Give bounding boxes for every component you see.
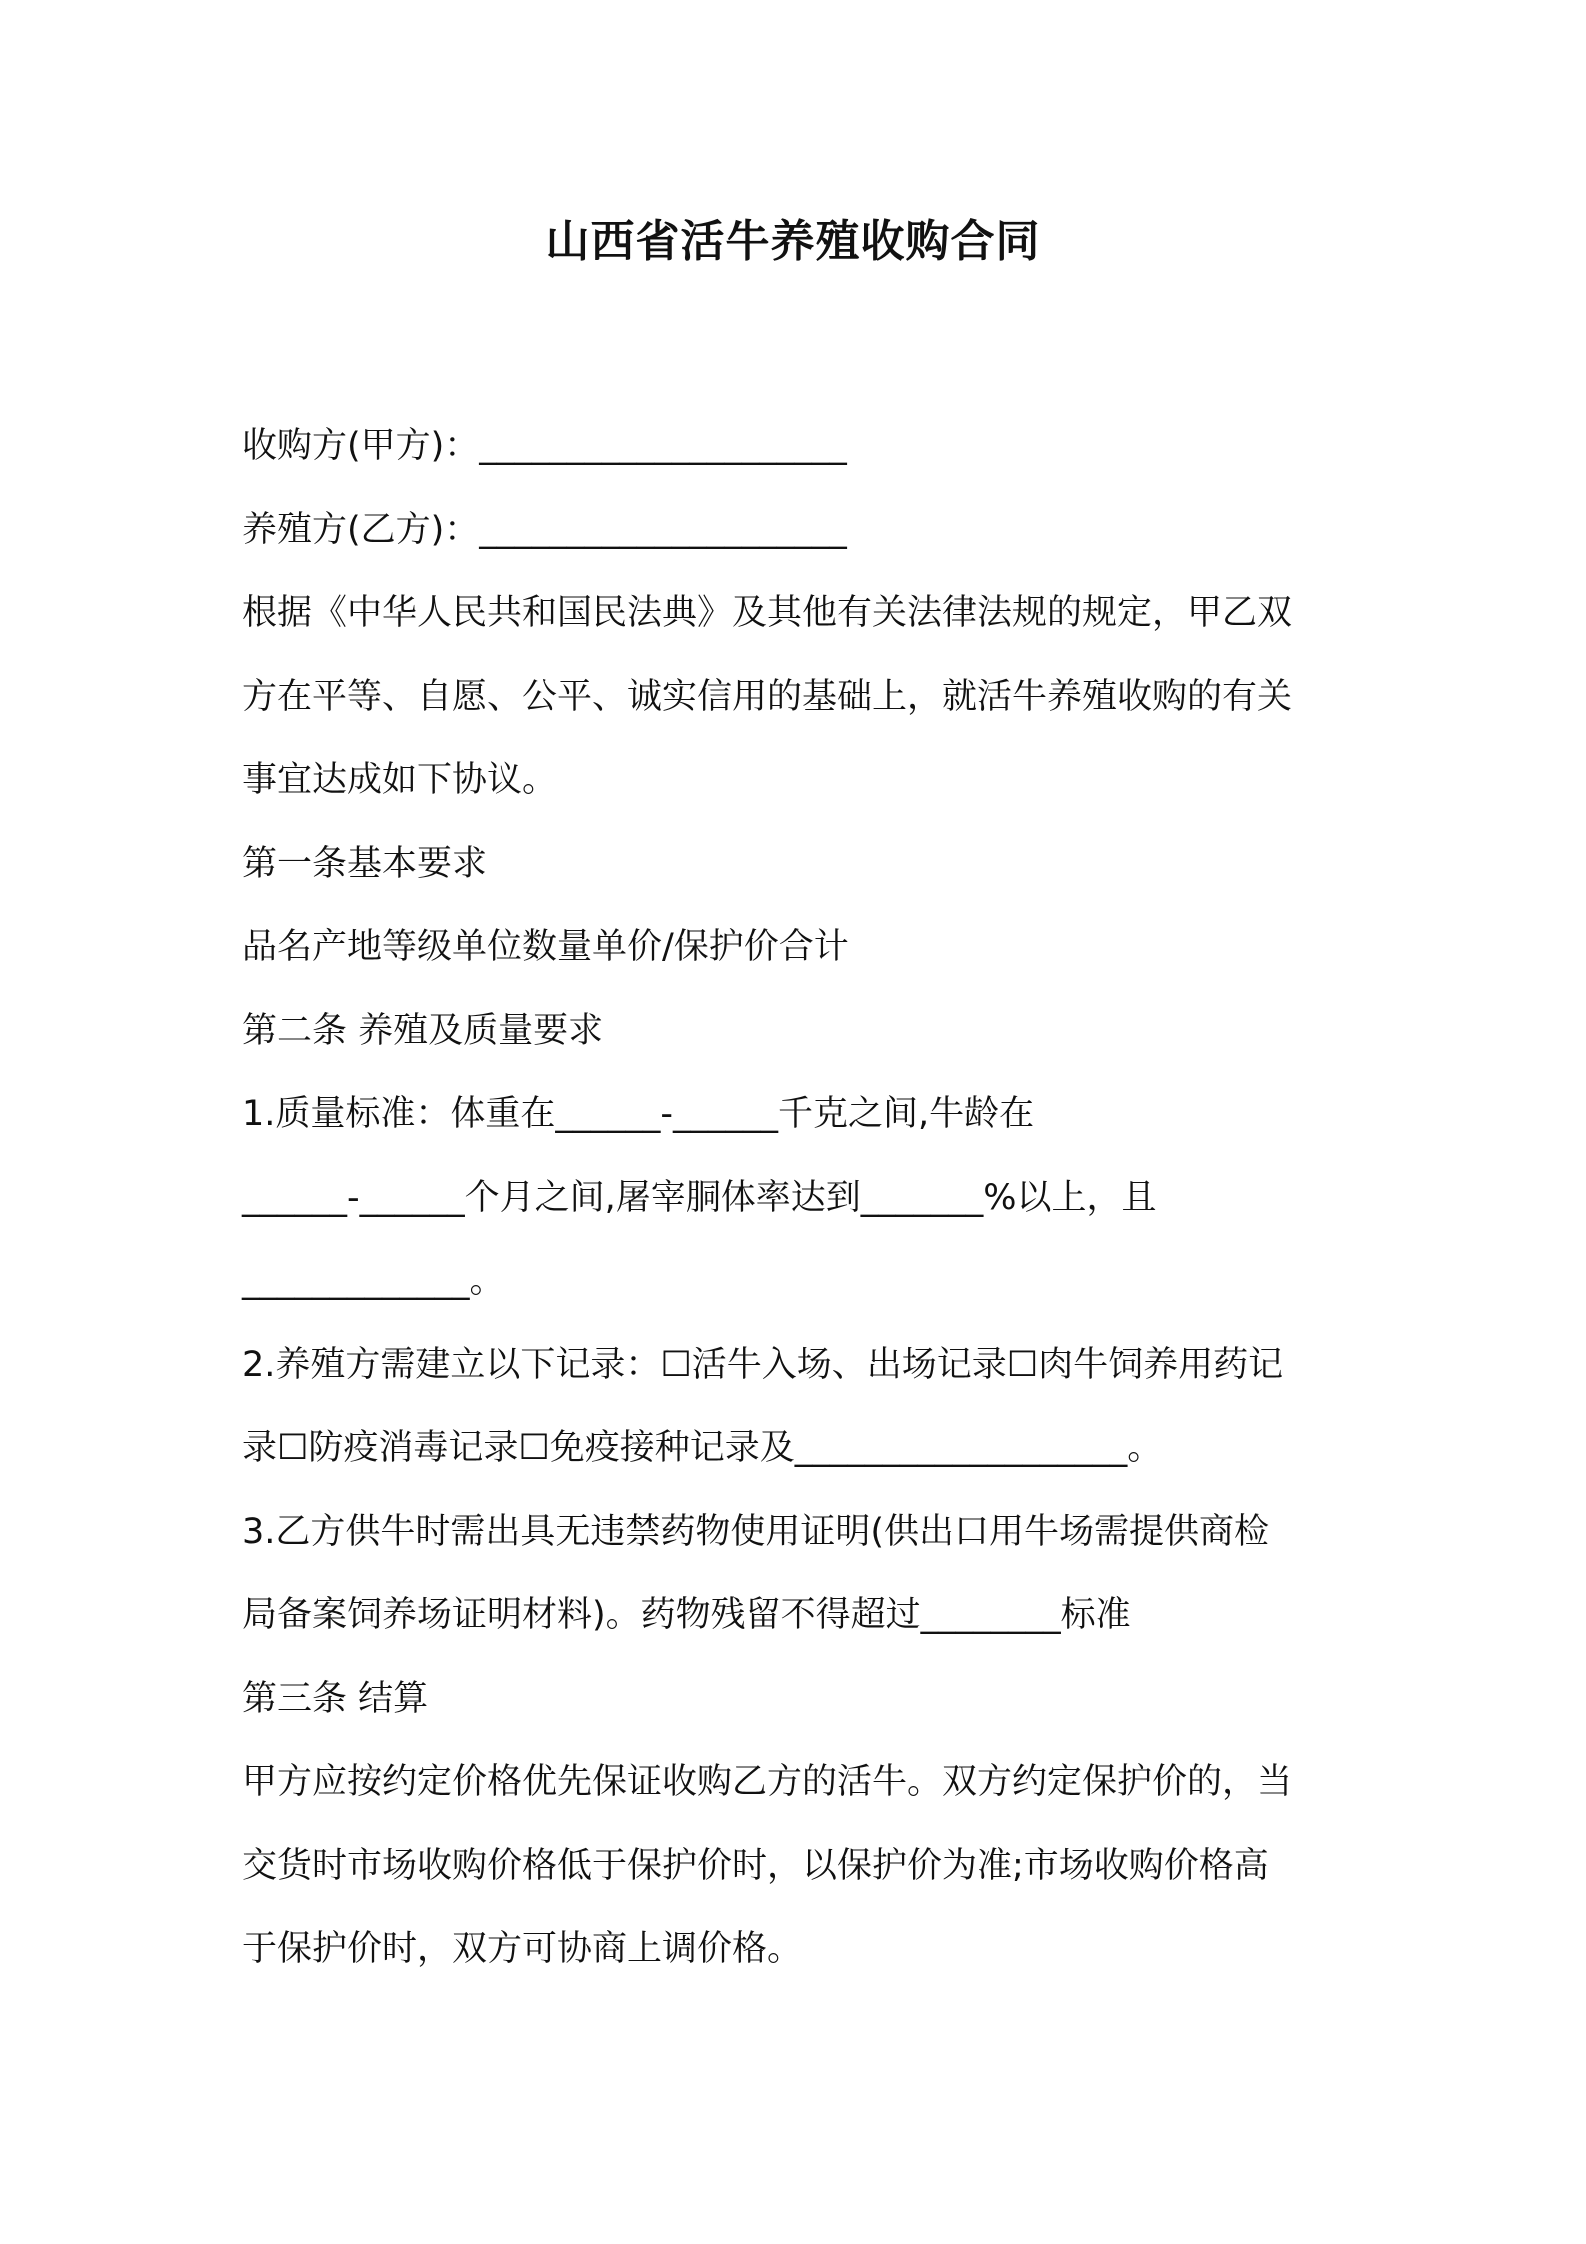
article-three-heading: 第三条 结算 xyxy=(242,1678,429,1719)
article-one-heading: 第一条基本要求 xyxy=(242,843,488,884)
records-line: 录☐防疫消毒记录☐免疫接种记录及___________________。 xyxy=(242,1428,1163,1468)
product-fields-line: 品名产地等级单位数量单价/保护价合计 xyxy=(242,927,849,967)
document-title: 山西省活牛养殖收购合同 xyxy=(545,216,1041,267)
settlement-line: 交货时市场收购价格低于保护价时，以保护价为准;市场收购价格高 xyxy=(242,1845,1269,1886)
preamble-line: 事宜达成如下协议。 xyxy=(242,760,558,800)
preamble-line: 方在平等、自愿、公平、诚实信用的基础上，就活牛养殖收购的有关 xyxy=(242,676,1293,717)
certificate-line: 3.乙方供牛时需出具无违禁药物使用证明(供出口用牛场需提供商检 xyxy=(242,1511,1270,1552)
settlement-line: 于保护价时，双方可协商上调价格。 xyxy=(242,1929,803,1969)
preamble-line: 根据《中华人民共和国民法典》及其他有关法律法规的规定，甲乙双 xyxy=(242,593,1293,633)
breeder-party-line: 养殖方(乙方)：_____________________ xyxy=(242,509,847,550)
records-line: 2.养殖方需建立以下记录：☐活牛入场、出场记录☐肉牛饲养用药记 xyxy=(242,1344,1284,1385)
quality-standard-line: ______-______个月之间,屠宰胴体率达到_______%以上，且 xyxy=(242,1177,1157,1218)
buyer-party-line: 收购方(甲方)：_____________________ xyxy=(242,426,847,466)
certificate-line: 局备案饲养场证明材料)。药物残留不得超过________标准 xyxy=(242,1595,1131,1635)
quality-standard-line: 1.质量标准：体重在______-______千克之间,牛龄在 xyxy=(242,1094,1035,1134)
article-two-heading: 第二条 养殖及质量要求 xyxy=(242,1010,604,1051)
document-body xyxy=(242,405,1362,1992)
quality-standard-line: _____________。 xyxy=(242,1261,505,1301)
settlement-line: 甲方应按约定价格优先保证收购乙方的活牛。双方约定保护价的，当 xyxy=(242,1762,1293,1802)
